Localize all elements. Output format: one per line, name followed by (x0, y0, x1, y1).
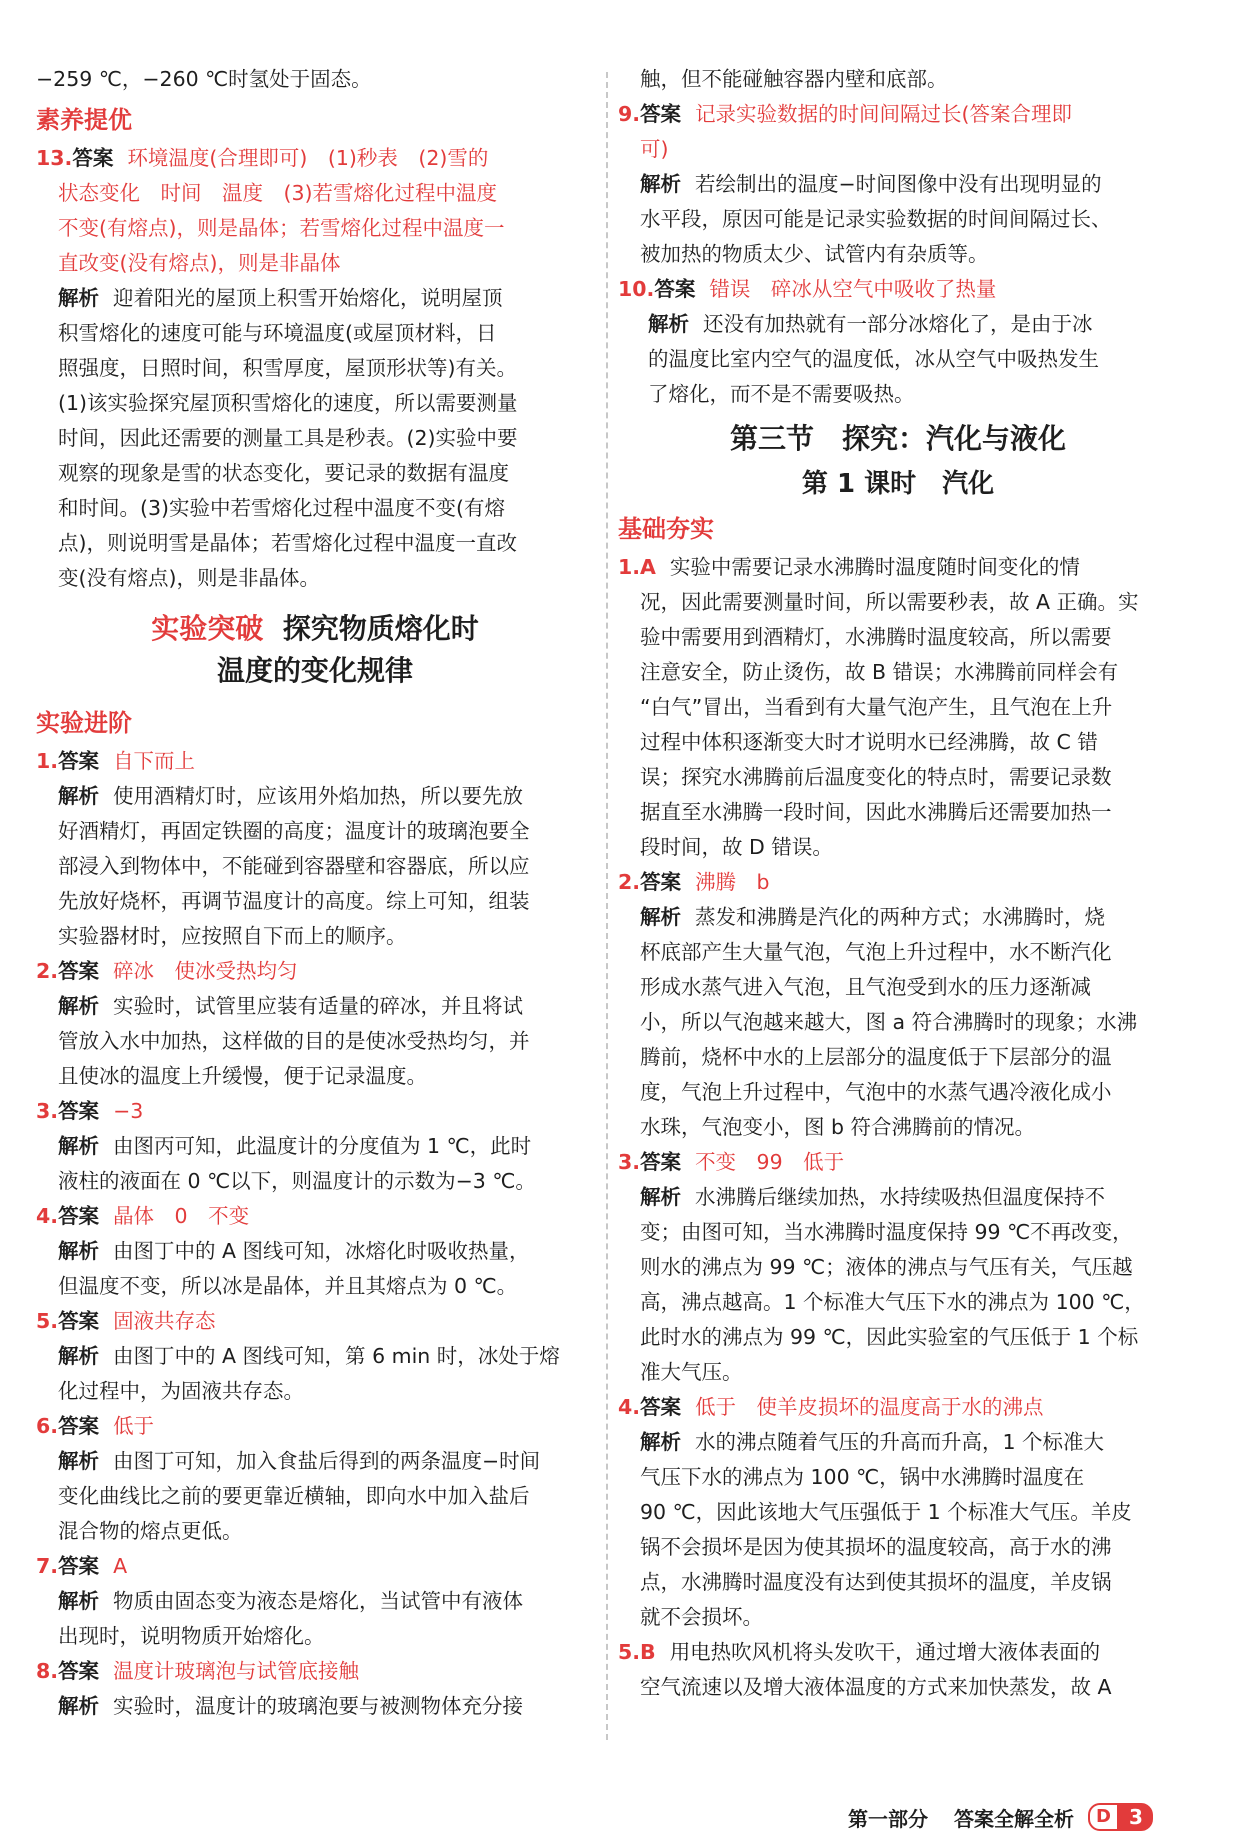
q13-answer-label: 答案 (72, 146, 114, 170)
item-6-analysis-line-2: 变化曲线比之前的要更靠近横轴，即向水中加入盐后 (58, 1484, 530, 1508)
r-item-1-line-7: 误；探究水沸腾前后温度变化的特点时，需要记录数 (640, 765, 1112, 789)
r-item-2-answer-label: 答案 (640, 870, 682, 894)
q13-answer-line-1: 环境温度(合理即可) (1)秒表 (2)雪的 (127, 146, 489, 170)
page-badge (1088, 1803, 1153, 1831)
q13-analysis-line-4: (1)该实验探究屋顶积雪熔化的速度，所以需要测量 (58, 391, 518, 415)
item-5-analysis-line-1 (36, 1339, 594, 1374)
item-4-answer: 晶体 0 不变 (113, 1204, 250, 1228)
item-6-analysis-text-1: 由图丁可知，加入食盐后得到的两条温度−时间 (113, 1449, 541, 1473)
experiment-title-line2: 温度的变化规律 (216, 654, 413, 687)
item-2-analysis-line-3: 且使冰的温度上升缓慢，便于记录温度。 (58, 1064, 427, 1088)
item-8-analysis-text-1: 实验时，温度计的玻璃泡要与被测物体充分接 (113, 1694, 523, 1718)
r-item-1-line-5: “白气”冒出，当看到有大量气泡产生，且气泡在上升 (640, 695, 1113, 719)
item-3-analysis-line-2: 液柱的液面在 0 ℃以下，则温度计的示数为−3 ℃。 (58, 1169, 536, 1193)
r-item-1-line-3: 验中需要用到酒精灯，水沸腾时温度较高，所以需要 (640, 625, 1112, 649)
q9-analysis-line-1 (618, 167, 1178, 202)
q13-analysis-line-2: 积雪熔化的速度可能与环境温度(或屋顶材料，日 (58, 321, 497, 345)
q13-analysis-line-7: 和时间。(3)实验中若雪熔化过程中温度不变(有熔 (58, 496, 506, 520)
section-suyang: 素养提优 (36, 106, 132, 134)
item-1-answer-label: 答案 (58, 749, 100, 773)
item-2-answer-label: 答案 (58, 959, 100, 983)
r-item-2-analysis-line-5: 腾前，烧杯中水的上层部分的温度低于下层部分的温 (640, 1045, 1112, 1069)
item-6-answer-label: 答案 (58, 1414, 100, 1438)
q9-analysis-line-3: 被加热的物质太少、试管内有杂质等。 (640, 242, 989, 266)
r-item-5-number: 5.B (618, 1640, 656, 1664)
experiment-title-rest: 探究物质熔化时 (282, 612, 479, 645)
r-item-3-answer: 不变 99 低于 (695, 1150, 845, 1174)
footer-book: 答案全解全析 (954, 1806, 1074, 1831)
item-1-analysis-line-1 (36, 779, 594, 814)
item-2-analysis-line-1 (36, 989, 594, 1024)
item-8-answer: 温度计玻璃泡与试管底接触 (113, 1659, 360, 1683)
q10-analysis-label: 解析 (648, 312, 689, 336)
r-item-4-answer-row (618, 1390, 1178, 1425)
q13-analysis-line-9: 变(没有熔点)，则是非晶体。 (58, 566, 320, 590)
item-3-number: 3. (36, 1099, 59, 1123)
item-5-number: 5. (36, 1309, 59, 1333)
r-item-4-analysis-text-1: 水的沸点随着气压的升高而升高，1 个标准大 (695, 1430, 1105, 1454)
r-item-3-analysis-label: 解析 (640, 1185, 681, 1209)
q13-answer-row (36, 141, 594, 176)
q9-analysis-text-1: 若绘制出的温度−时间图像中没有出现明显的 (695, 172, 1102, 196)
item-2-analysis-label: 解析 (58, 994, 99, 1018)
item-5-answer-row (36, 1304, 594, 1339)
q13-answer-line-3: 不变(有熔点)，则是晶体；若雪熔化过程中温度一 (58, 216, 505, 240)
r-item-1-line-8: 据直至水沸腾一段时间，因此水沸腾后还需要加热一 (640, 800, 1112, 824)
r-item-2-answer-row (618, 865, 1178, 900)
q10-analysis-text-1: 还没有加热就有一部分冰熔化了，是由于冰 (703, 312, 1093, 336)
q9-answer-line-2: 可) (640, 137, 669, 161)
item-1-analysis-line-2: 好酒精灯，再固定铁圈的高度；温度计的玻璃泡要全 (58, 819, 530, 843)
q9-analysis-line-2: 水平段，原因可能是记录实验数据的时间间隔过长、 (640, 207, 1112, 231)
item-3-analysis-label: 解析 (58, 1134, 99, 1158)
item-3-analysis-line-1 (36, 1129, 594, 1164)
q9-analysis-label: 解析 (640, 172, 681, 196)
item-7-answer-row (36, 1549, 594, 1584)
item-6-analysis-line-3: 混合物的熔点更低。 (58, 1519, 243, 1543)
r-item-4-analysis-line-1 (618, 1425, 1178, 1460)
r-item-1-text-1: 实验中需要记录水沸腾时温度随时间变化的情 (669, 555, 1080, 579)
item-6-number: 6. (36, 1414, 59, 1438)
q13-number: 13. (36, 146, 73, 170)
r-item-2-analysis-line-6: 度，气泡上升过程中，气泡中的水蒸气遇冷液化成小 (640, 1080, 1112, 1104)
continued-line: 触，但不能碰触容器内壁和底部。 (640, 67, 948, 91)
r-item-1-line-2: 况，因此需要测量时间，所以需要秒表，故 A 正确。实 (640, 590, 1139, 614)
r-item-2-analysis-line-4: 小，所以气泡越来越大，图 a 符合沸腾时的现象；水沸 (640, 1010, 1138, 1034)
left-items (36, 744, 594, 1724)
r-item-4-analysis-line-4: 锅不会损坏是因为使其损坏的温度较高，高于水的沸 (640, 1535, 1112, 1559)
q10-answer-label: 答案 (654, 277, 696, 301)
r-item-2-answer: 沸腾 b (695, 870, 770, 894)
r-item-2-analysis-line-3: 形成水蒸气进入气泡，且气泡受到水的压力逐渐减 (640, 975, 1091, 999)
item-1-analysis-line-4: 先放好烧杯，再调节温度计的高度。综上可知，组装 (58, 889, 530, 913)
q10-number: 10. (618, 277, 655, 301)
item-5-analysis-text-1: 由图丁中的 A 图线可知，第 6 min 时，冰处于熔 (113, 1344, 560, 1368)
item-5-analysis-line-2: 化过程中，为固液共存态。 (58, 1379, 304, 1403)
item-1-analysis-label: 解析 (58, 784, 99, 808)
r-item-1-line-4: 注意安全，防止烫伤，故 B 错误；水沸腾前同样会有 (640, 660, 1119, 684)
r-item-3-analysis-line-1 (618, 1180, 1178, 1215)
q13-analysis-label: 解析 (58, 286, 99, 310)
item-6-analysis-label: 解析 (58, 1449, 99, 1473)
q13-analysis-line-8: 点)，则说明雪是晶体；若雪熔化过程中温度一直改 (58, 531, 517, 555)
item-2-analysis-text-1: 实验时，试管里应装有适量的碎冰，并且将试 (113, 994, 523, 1018)
q10-answer: 错误 碎冰从空气中吸收了热量 (709, 277, 997, 301)
item-4-analysis-line-2: 但温度不变，所以冰是晶体，并且其熔点为 0 ℃。 (58, 1274, 518, 1298)
item-8-analysis-line-1 (36, 1689, 594, 1724)
r-item-3-analysis-text-1: 水沸腾后继续加热，水持续吸热但温度保持不 (695, 1185, 1105, 1209)
item-4-answer-row (36, 1199, 594, 1234)
r-item-3-answer-label: 答案 (640, 1150, 682, 1174)
item-7-number: 7. (36, 1554, 59, 1578)
item-3-analysis-text-1: 由图丙可知，此温度计的分度值为 1 ℃，此时 (113, 1134, 532, 1158)
item-2-number: 2. (36, 959, 59, 983)
item-8-answer-row (36, 1654, 594, 1689)
section-jichu: 基础夯实 (618, 515, 714, 543)
chapter-title: 第三节 探究：汽化与液化 (729, 422, 1066, 455)
r-item-2-analysis-line-7: 水珠，气泡变小，图 b 符合沸腾前的情况。 (640, 1115, 1036, 1139)
item-2-analysis-line-2: 管放入水中加热，这样做的目的是使冰受热均匀，并 (58, 1029, 530, 1053)
page-footer (848, 1797, 1153, 1837)
r-item-4-analysis-line-3: 90 ℃，因此该地大气压强低于 1 个标准大气压。羊皮 (640, 1500, 1132, 1524)
item-3-answer-row (36, 1094, 594, 1129)
item-7-analysis-text-1: 物质由固态变为液态是熔化，当试管中有液体 (113, 1589, 523, 1613)
r-item-4-number: 4. (618, 1395, 641, 1419)
right-column (618, 62, 1178, 1705)
r-item-4-answer-label: 答案 (640, 1395, 682, 1419)
q13-analysis-text-1: 迎着阳光的屋顶上积雪开始熔化，说明屋顶 (113, 286, 503, 310)
r-item-4-analysis-line-6: 就不会损坏。 (640, 1605, 763, 1629)
item-7-analysis-line-2: 出现时，说明物质开始熔化。 (58, 1624, 325, 1648)
r-item-2-analysis-text-1: 蒸发和沸腾是汽化的两种方式；水沸腾时，烧 (695, 905, 1105, 929)
r-item-5-line-1 (618, 1635, 1178, 1670)
item-4-analysis-label: 解析 (58, 1239, 99, 1263)
q13-analysis-line-1 (36, 281, 594, 316)
item-8-number: 8. (36, 1659, 59, 1683)
q10-answer-row (618, 272, 1178, 307)
r-item-4-analysis-label: 解析 (640, 1430, 681, 1454)
item-3-answer-label: 答案 (58, 1099, 100, 1123)
r-item-5-text-1: 用电热吹风机将头发吹干，通过增大液体表面的 (669, 1640, 1101, 1664)
q10-analysis-line-1 (618, 307, 1178, 342)
lesson-title: 第 1 课时 汽化 (801, 469, 995, 499)
r-item-3-number: 3. (618, 1150, 641, 1174)
item-4-analysis-line-1 (36, 1234, 594, 1269)
r-item-3-analysis-line-4: 高，沸点越高。1 个标准大气压下水的沸点为 100 ℃， (640, 1290, 1145, 1314)
item-5-analysis-label: 解析 (58, 1344, 99, 1368)
r-item-1-line-6: 过程中体积逐渐变大时才说明水已经沸腾，故 C 错 (640, 730, 1098, 754)
r-item-5-line-2: 空气流速以及增大液体温度的方式来加快蒸发，故 A (640, 1675, 1112, 1699)
r-item-1-line-1 (618, 550, 1178, 585)
footer-part: 第一部分 (848, 1806, 928, 1831)
q9-answer-row (618, 97, 1178, 132)
item-3-answer: −3 (113, 1099, 144, 1123)
item-4-answer-label: 答案 (58, 1204, 100, 1228)
r-item-3-analysis-line-6: 准大气压。 (640, 1360, 743, 1384)
item-5-answer: 固液共存态 (113, 1309, 216, 1333)
item-6-analysis-line-1 (36, 1444, 594, 1479)
item-4-number: 4. (36, 1204, 59, 1228)
item-1-answer-row (36, 744, 594, 779)
intro-line: −259 ℃，−260 ℃时氢处于固态。 (36, 67, 372, 91)
item-4-analysis-text-1: 由图丁中的 A 图线可知，冰熔化时吸收热量， (113, 1239, 530, 1263)
q13-analysis-line-3: 照强度，日照时间，积雪厚度，屋顶形状等)有关。 (58, 356, 517, 380)
section-jinjie: 实验进阶 (36, 709, 132, 737)
item-1-number: 1. (36, 749, 59, 773)
item-8-answer-label: 答案 (58, 1659, 100, 1683)
q13-answer-line-2: 状态变化 时间 温度 (3)若雪熔化过程中温度 (58, 181, 498, 205)
item-7-analysis-line-1 (36, 1584, 594, 1619)
item-7-analysis-label: 解析 (58, 1589, 99, 1613)
badge-letter: D (1088, 1803, 1119, 1831)
left-column (36, 62, 594, 1724)
experiment-title-highlight: 实验突破 (151, 612, 264, 645)
item-2-answer: 碎冰 使冰受热均匀 (113, 959, 298, 983)
r-item-2-analysis-line-2: 杯底部产生大量气泡，气泡上升过程中，水不断汽化 (640, 940, 1112, 964)
question-13 (36, 141, 594, 596)
r-item-2-analysis-line-1 (618, 900, 1178, 935)
r-item-3-analysis-line-2: 变；由图可知，当水沸腾时温度保持 99 ℃不再改变， (640, 1220, 1133, 1244)
r-item-2-analysis-label: 解析 (640, 905, 681, 929)
q9-number: 9. (618, 102, 641, 126)
q9-answer-line-1: 记录实验数据的时间间隔过长(答案合理即 (695, 102, 1073, 126)
item-1-analysis-line-5: 实验器材时，应按照自下而上的顺序。 (58, 924, 407, 948)
page-number: 3 (1119, 1803, 1153, 1831)
item-1-analysis-text-1: 使用酒精灯时，应该用外焰加热，所以要先放 (113, 784, 523, 808)
r-item-4-answer: 低于 使羊皮损坏的温度高于水的沸点 (695, 1395, 1044, 1419)
experiment-title (36, 608, 594, 650)
q13-analysis-line-5: 时间，因此还需要的测量工具是秒表。(2)实验中要 (58, 426, 518, 450)
item-8-analysis-label: 解析 (58, 1694, 99, 1718)
r-item-1-number: 1.A (618, 555, 656, 579)
r-item-1-line-9: 段时间，故 D 错误。 (640, 835, 833, 859)
r-item-3-analysis-line-5: 此时水的沸点为 99 ℃，因此实验室的气压低于 1 个标 (640, 1325, 1139, 1349)
r-item-2-number: 2. (618, 870, 641, 894)
q9-answer-label: 答案 (640, 102, 682, 126)
r-item-3-analysis-line-3: 则水的沸点为 99 ℃；液体的沸点与气压有关，气压越 (640, 1255, 1133, 1279)
item-6-answer-row (36, 1409, 594, 1444)
item-2-answer-row (36, 954, 594, 989)
q10-analysis-line-3: 了熔化，而不是不需要吸热。 (648, 382, 915, 406)
q13-answer-line-4: 直改变(没有熔点)，则是非晶体 (58, 251, 341, 275)
q10-analysis-line-2: 的温度比室内空气的温度低，冰从空气中吸热发生 (648, 347, 1099, 371)
item-6-answer: 低于 (113, 1414, 155, 1438)
item-7-answer-label: 答案 (58, 1554, 100, 1578)
item-1-answer: 自下而上 (113, 749, 196, 773)
item-5-answer-label: 答案 (58, 1309, 100, 1333)
r-item-3-answer-row (618, 1145, 1178, 1180)
q13-analysis-line-6: 观察的现象是雪的状态变化，要记录的数据有温度 (58, 461, 509, 485)
r-item-4-analysis-line-5: 点，水沸腾时温度没有达到使其损坏的温度，羊皮锅 (640, 1570, 1112, 1594)
item-1-analysis-line-3: 部浸入到物体中，不能碰到容器壁和容器底，所以应 (58, 854, 530, 878)
r-item-4-analysis-line-2: 气压下水的沸点为 100 ℃，锅中水沸腾时温度在 (640, 1465, 1085, 1489)
item-7-answer: A (113, 1554, 128, 1578)
column-divider (606, 72, 608, 1740)
